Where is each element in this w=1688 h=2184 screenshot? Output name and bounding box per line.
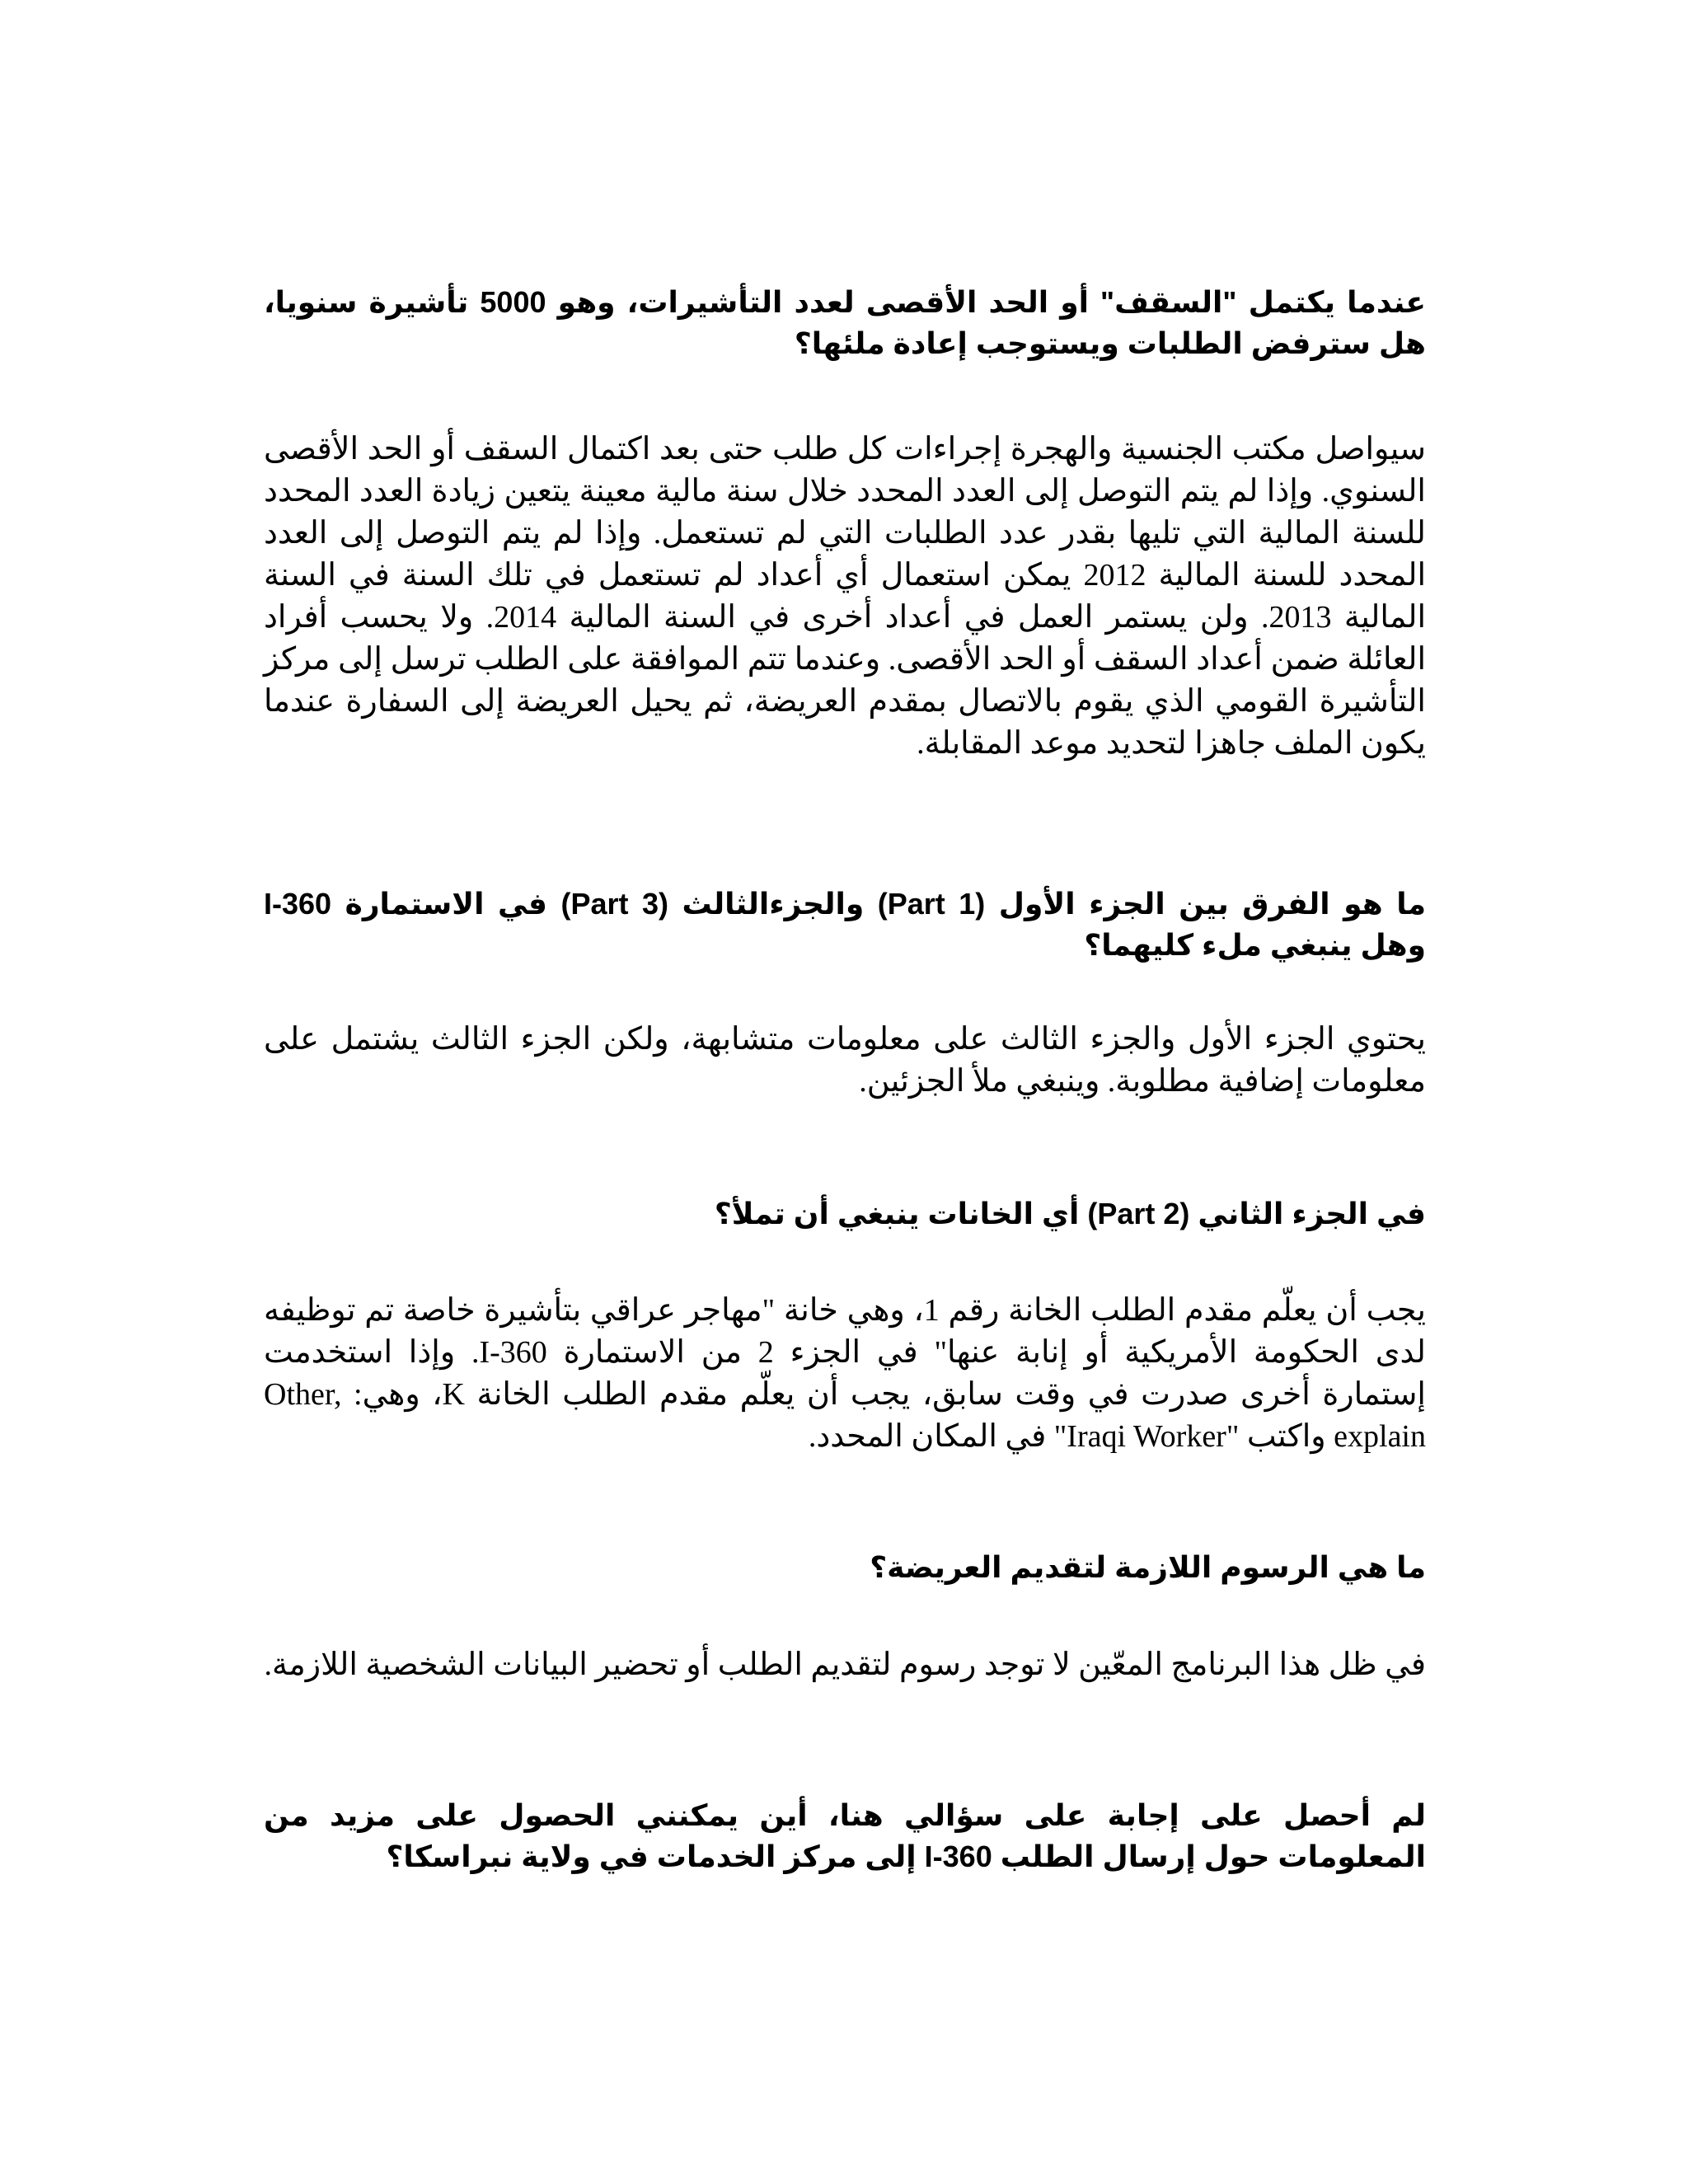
faq-question-5: لم أحصل على إجابة على سؤالي هنا، أين يمكنني الحصول على مزيد من المعلومات حول إرسال الطلب I-360 إلى مركز الخدمات في ولاية نبراسكا؟ [264,1798,1426,1873]
faq-answer-2: يحتوي الجزء الأول والجزء الثالث على معلومات متشابهة، ولكن الجزء الثالث يشتمل على معلومات إضافية مطلوبة. وينبغي ملأ الجزئين. [264,1022,1426,1099]
faq-answer-4: في ظل هذا البرنامج المعّين لا توجد رسوم لتقديم الطلب أو تحضير البيانات الشخصية اللازمة. [264,1647,1426,1682]
faq-question-2: ما هو الفرق بين الجزء الأول (Part 1) والجزءالثالث (Part 3) في الاستمارة I-360 وهل ينبغي ملء كليهما؟ [264,887,1427,962]
faq-question-4: ما هي الرسوم اللازمة لتقديم العريضة؟ [870,1550,1426,1584]
faq-question-3: في الجزء الثاني (Part 2) أي الخانات ينبغي أن تملأ؟ [714,1197,1426,1230]
faq-answer-3: يجب أن يعلّم مقدم الطلب الخانة رقم 1، وهي خانة "مهاجر عراقي بتأشيرة خاصة تم توظيفه لدى الحكومة الأمريكية أو إنابة عنها" في الجزء 2 من الاستمارة I-360. وإذا استخدمت إستمارة أخرى صدرت في وقت سابق، يجب أن يعلّم مقدم الطلب الخانة K، وهي: Other, explain واكتب "Iraqi Worker" في المكان المحدد. [264,1293,1426,1454]
faq-question-1: عندما يكتمل "السقف" أو الحد الأقصى لعدد التأشيرات، وهو 5000 تأشيرة سنويا، هل سترفض الطلبات ويستوجب إعادة ملئها؟ [264,285,1426,360]
faq-answer-1: سيواصل مكتب الجنسية والهجرة إجراءات كل طلب حتى بعد اكتمال السقف أو الحد الأقصى السنوي. وإذا لم يتم التوصل إلى العدد المحدد خلال سنة مالية معينة يتعين زيادة العدد المحدد للسنة المالية التي تليها بقدر عدد الطلبات التي لم تستعمل. وإذا لم يتم التوصل إلى العدد المحدد للسنة المالية 2012 يمكن استعمال أي أعداد لم تستعمل في تلك السنة في السنة المالية 2013. ولن يستمر العمل في أعداد أخرى في السنة المالية 2014. ولا يحسب أفراد العائلة ضمن أعداد السقف أو الحد الأقصى. وعندما تتم الموافقة على الطلب ترسل إلى مركز التأشيرة القومي الذي يقوم بالاتصال بمقدم العريضة، ثم يحيل العريضة إلى السفارة عندما يكون الملف جاهزا لتحديد موعد المقابلة. [264,432,1427,761]
